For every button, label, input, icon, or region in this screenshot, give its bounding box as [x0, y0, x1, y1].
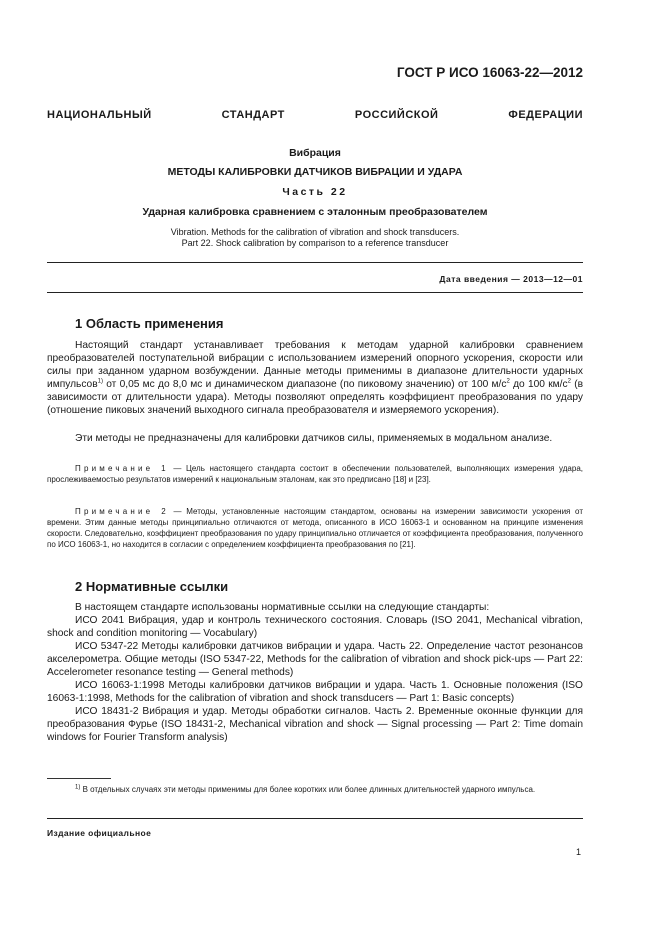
scope-paragraph-1 — [47, 339, 583, 417]
note-1 — [47, 463, 583, 485]
title-divider — [47, 262, 583, 263]
normative-references — [47, 601, 583, 744]
superscript-2: 2 — [506, 378, 510, 385]
reference-item: ИСО 16063-1:1998 Методы калибровки датчиков вибрации и удара. Часть 1. Основные положения (ISO 16063-1:1998, Methods for the calibration of vibration and shock transducers — Part 1: Basic concepts) — [47, 680, 583, 704]
section-1-heading: 1 Область применения — [75, 316, 224, 331]
footnote-divider — [47, 778, 111, 779]
note-2 — [47, 506, 583, 550]
standard-number: ГОСТ Р ИСО 16063-22—2012 — [396, 65, 583, 80]
scope-paragraph-2: Эти методы не предназначены для калибровки датчиков силы, применяемых в модальном анализе. — [75, 433, 553, 444]
scope-text-a: Настоящий стандарт устанавливает требования к методам ударной калибровки сравнением преобразователей поступательной вибрации с использованием измерений опорного ускорения, скорости или силы при заданном ударном возбуждении. Данные методы применимы в диапазоне длительности ударных импульсов — [47, 340, 583, 390]
reference-item: ИСО 2041 Вибрация, удар и контроль технического состояния. Словарь (ISO 2041, Mechanical vibration, shock and condition monitoring — Vocabulary) — [47, 615, 583, 639]
english-title-line-1: Vibration. Methods for the calibration of vibration and shock transducers. — [170, 227, 460, 237]
introduction-date: Дата введения — 2013—12—01 — [439, 274, 583, 284]
reference-item: ИСО 5347-22 Методы калибровки датчиков вибрации и удара. Часть 22. Определение частот резонансов акселерометра. Общие методы (ISO 5347-22, Methods for the calibration of vibration and shock pick-ups — Part 22: Accelerometer resonance testing — General methods) — [47, 641, 583, 678]
footnote-text: В отдельных случаях эти методы применимы для более коротких или более длинных длительностей ударного импульса. — [80, 785, 536, 794]
scope-text-c: до 100 км/с — [509, 379, 568, 390]
scope-text-b: от 0,05 мс до 8,0 мс и динамическом диапазоне (по пиковому значению) от 100 м/с — [102, 379, 507, 390]
reference-item: ИСО 18431-2 Вибрация и удар. Методы обработки сигналов. Часть 2. Временные оконные функции для преобразования Фурье (ISO 18431-2, Mechanical vibration and shock — Signal processing — Part 2: Time domain windows for Fourier Transform analysis) — [47, 706, 583, 743]
footnote-ref: 1) — [97, 378, 103, 385]
note-2-label: Примечание 2 — [75, 507, 169, 516]
section-2-heading: 2 Нормативные ссылки — [75, 579, 229, 594]
document-subtitle: Ударная калибровка сравнением с эталонным преобразователем — [142, 206, 488, 218]
scope-text-d: (в зависимости от длительности удара). Методы позволяют определять коэффициент преобразования по удару (отношение пиковых значений выходного сигнала преобразователя и измеряемого ускорения). — [47, 379, 584, 416]
english-title — [47, 227, 583, 249]
note-1-text: — Цель настоящего стандарта состоит в обеспечении пользователей, выполняющих измерения удара, прослеживаемостью результатов измерений к национальным эталонам, как это предписано [18] и [23]. — [47, 464, 583, 484]
english-title-line-2: Part 22. Shock calibration by comparison to a reference transducer — [181, 238, 449, 248]
note-2-text: — Методы, установленные настоящим стандартом, основаны на измерении зависимости ускорения от времени. Этим данные методы принципиально отличаются от метода, описанного в ИСО 16063-1 и основанном на принципе изменения скорости. Следовательно, коэффициент преобразования по удару принципиально отличается от коэффициента преобразования, полученного по ИСО 16063-1, но находится в согласии с определением коэффициента преобразования по [21]. — [47, 507, 583, 549]
references-intro: В настоящем стандарте использованы нормативные ссылки на следующие стандарты: — [75, 602, 490, 613]
footer-divider — [47, 818, 583, 819]
footnote-mark: 1) — [75, 784, 81, 791]
document-part: Часть 22 — [282, 186, 348, 198]
date-divider — [47, 292, 583, 293]
national-standard-banner: НАЦИОНАЛЬНЫЙ СТАНДАРТ РОССИЙСКОЙ ФЕДЕРАЦИИ — [47, 109, 583, 121]
official-edition-label: Издание официальное — [47, 828, 152, 838]
document-title: МЕТОДЫ КАЛИБРОВКИ ДАТЧИКОВ ВИБРАЦИИ И УДАРА — [167, 166, 463, 178]
note-1-label: Примечание 1 — [75, 464, 169, 473]
superscript-2: 2 — [567, 378, 571, 385]
document-subject: Вибрация — [289, 147, 341, 159]
page-number: 1 — [575, 847, 581, 857]
footnote — [47, 784, 583, 795]
